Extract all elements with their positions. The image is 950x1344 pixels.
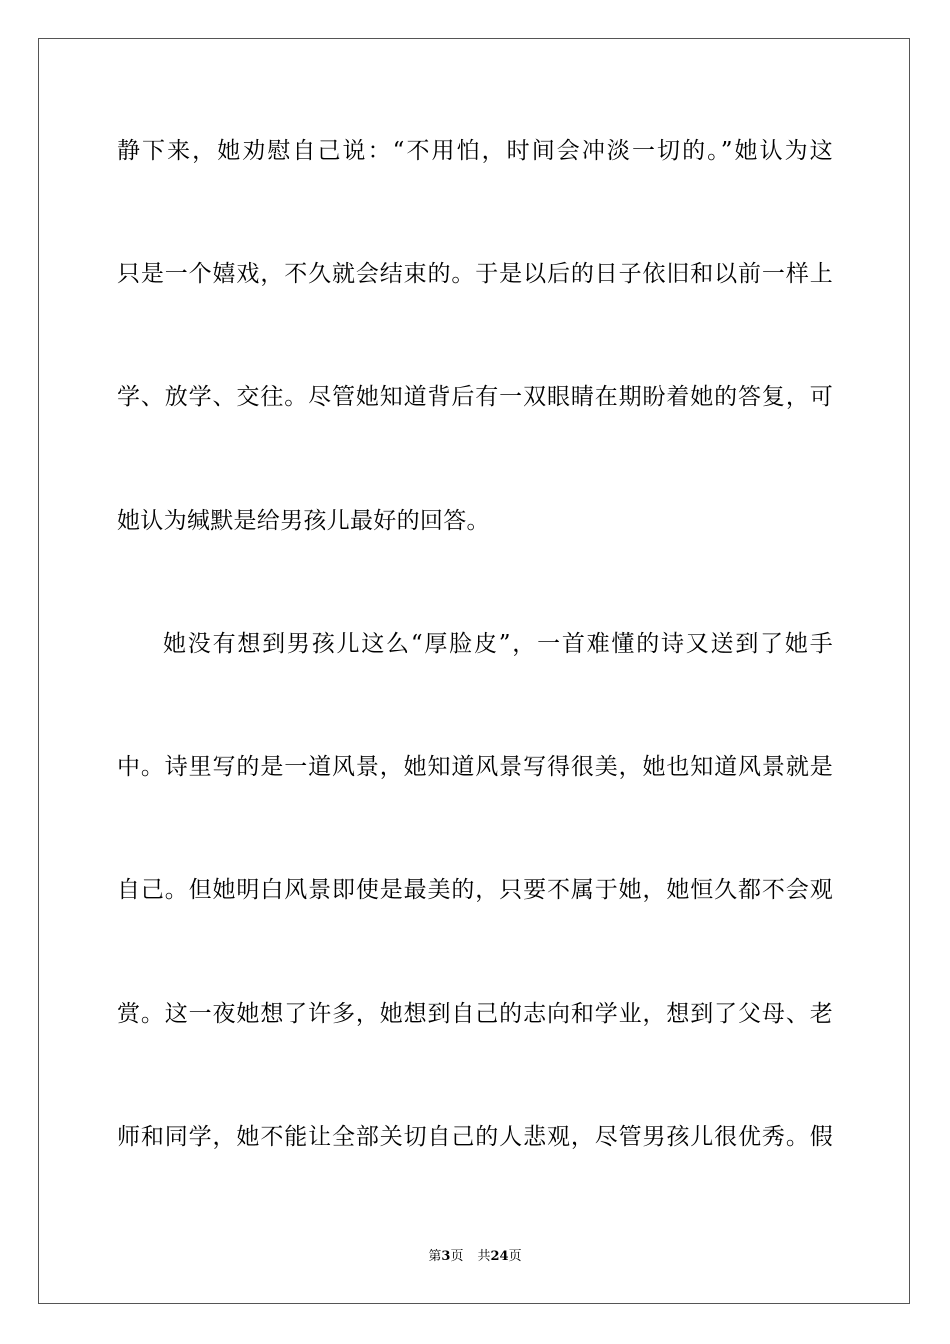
text-line: 自己。但她明白风景即使是最美的，只要不属于她，她恒久都不会观: [117, 877, 833, 903]
text-line: 赏。这一夜她想了许多，她想到自己的志向和学业，想到了父母、老: [117, 1001, 833, 1027]
text-line: 中。诗里写的是一道风景，她知道风景写得很美，她也知道风景就是: [117, 754, 833, 780]
page-border: [38, 38, 910, 1304]
page-suffix: 页: [450, 1249, 464, 1264]
page-number: 3: [441, 1249, 451, 1264]
text-line: 静下来，她劝慰自己说：“不用怕，时间会冲淡一切的。”她认为这: [117, 138, 833, 164]
page-prefix: 第: [428, 1249, 442, 1264]
total-suffix: 页: [508, 1249, 522, 1264]
page-footer: [0, 1248, 950, 1266]
total-pages: 24: [490, 1249, 509, 1264]
paragraph-first-line: 她没有想到男孩儿这么“厚脸皮”，一首难懂的诗又送到了她手: [163, 631, 833, 657]
text-line: 师和同学，她不能让全部关切自己的人悲观，尽管男孩儿很优秀。假: [117, 1124, 833, 1150]
total-prefix: 共: [477, 1249, 491, 1264]
text-line: 学、放学、交往。尽管她知道背后有一双眼睛在期盼着她的答复，可: [117, 384, 833, 410]
text-line: 只是一个嬉戏，不久就会结束的。于是以后的日子依旧和以前一样上: [117, 261, 833, 287]
text-line: 她认为缄默是给男孩儿最好的回答。: [117, 508, 490, 534]
